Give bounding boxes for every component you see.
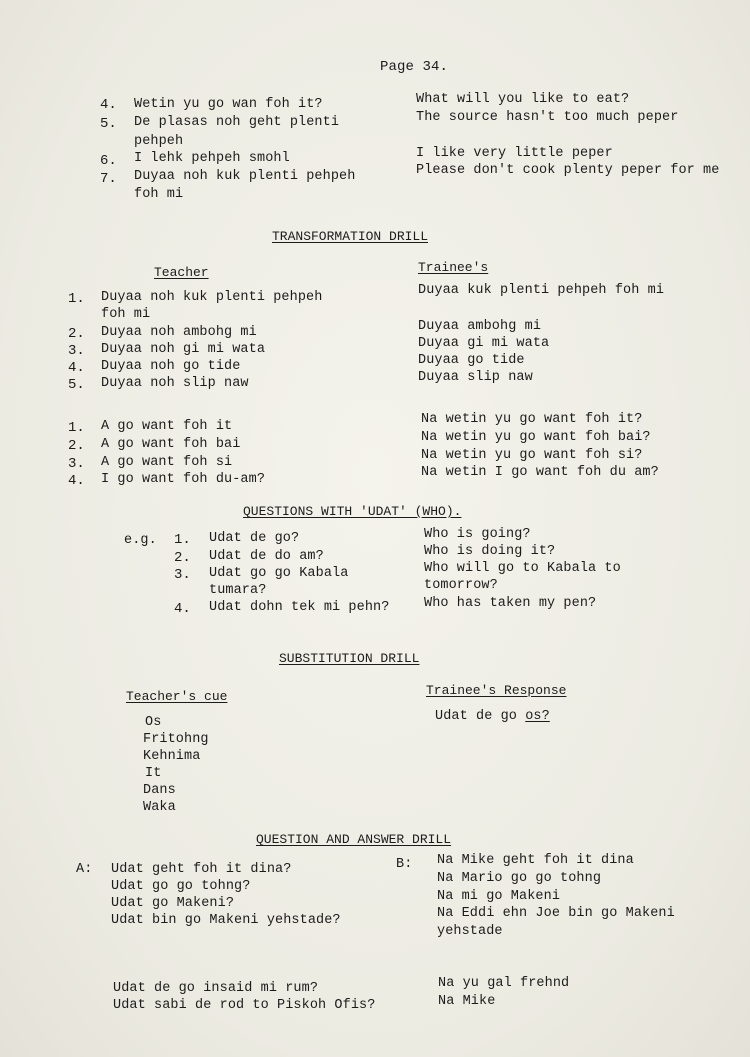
answer-line: Na Mike	[438, 994, 496, 1009]
list-number: 3.	[68, 343, 85, 359]
krio-sentence: I lehk pehpeh smohl	[134, 151, 290, 166]
krio-question: Udat de go?	[209, 531, 300, 546]
english-question: Who will go to Kabala to	[424, 561, 621, 576]
trainee-line: Duyaa slip naw	[418, 370, 533, 385]
cue-word: Fritohng	[143, 732, 209, 747]
cue-word: Kehnima	[143, 749, 201, 764]
trainee-line: Duyaa ambohg mi	[418, 319, 542, 334]
list-number: 1.	[174, 532, 191, 548]
example-label: e.g.	[124, 533, 157, 548]
trainee-line: Na wetin yu go want foh si?	[421, 448, 643, 463]
answer-line-cont: yehstade	[437, 924, 503, 939]
trainee-line: Na wetin I go want foh du am?	[421, 465, 659, 480]
teacher-line: Duyaa noh slip naw	[101, 376, 249, 391]
answer-line: Na Mario go go tohng	[437, 871, 602, 886]
answer-line: Na yu gal frehnd	[438, 976, 570, 991]
column-header-teacher: Teacher	[154, 265, 209, 280]
krio-sentence: Wetin yu go wan foh it?	[134, 97, 323, 112]
trainee-line: Duyaa kuk plenti pehpeh foh mi	[418, 283, 665, 298]
trainee-line: Duyaa go tide	[418, 353, 525, 368]
question-line: Udat go go tohng?	[111, 879, 251, 894]
list-number: 2.	[68, 438, 85, 454]
list-number: 5.	[100, 116, 117, 132]
trainee-line: Duyaa gi mi wata	[418, 336, 550, 351]
response-substitute: os?	[525, 709, 550, 724]
question-line: Udat go Makeni?	[111, 896, 235, 911]
teacher-line: A go want foh si	[101, 455, 233, 470]
cue-word: It	[145, 766, 162, 781]
list-number: 4.	[68, 473, 85, 489]
section-title: SUBSTITUTION DRILL	[279, 651, 420, 666]
list-number: 6.	[100, 153, 117, 169]
trainee-line: Na wetin yu go want foh bai?	[421, 430, 651, 445]
teacher-line: Duyaa noh go tide	[101, 359, 241, 374]
list-number: 2.	[68, 326, 85, 342]
question-line: Udat de go insaid mi rum?	[113, 981, 319, 996]
english-sentence: Please don't cook plenty peper for me	[416, 163, 720, 178]
column-header-teacher-cue: Teacher's cue	[126, 689, 228, 704]
english-sentence: I like very little peper	[416, 146, 613, 161]
list-number: 2.	[174, 550, 191, 566]
krio-sentence: De plasas noh geht plenti	[134, 115, 340, 130]
list-number: 4.	[100, 97, 117, 113]
list-number: 1.	[68, 420, 85, 436]
teacher-line: Duyaa noh ambohg mi	[101, 325, 257, 340]
english-sentence: The source hasn't too much peper	[416, 110, 679, 125]
list-number: 4.	[174, 601, 191, 617]
speaker-a-label: A:	[76, 862, 93, 877]
krio-question: Udat de do am?	[209, 549, 324, 564]
english-question: Who has taken my pen?	[424, 596, 597, 611]
teacher-line: A go want foh it	[101, 419, 233, 434]
answer-line: Na Mike geht foh it dina	[437, 853, 634, 868]
section-title: QUESTIONS WITH 'UDAT' (WHO).	[243, 504, 462, 519]
list-number: 3.	[174, 567, 191, 583]
cue-word: Os	[145, 715, 162, 730]
list-number: 5.	[68, 377, 85, 393]
krio-sentence-cont: foh mi	[134, 187, 184, 202]
list-number: 3.	[68, 456, 85, 472]
english-sentence: What will you like to eat?	[416, 92, 630, 107]
trainee-line: Na wetin yu go want foh it?	[421, 412, 643, 427]
speaker-b-label: B:	[396, 857, 413, 872]
answer-line: Na mi go Makeni	[437, 889, 561, 904]
list-number: 1.	[68, 291, 85, 307]
teacher-line: A go want foh bai	[101, 437, 241, 452]
question-line: Udat bin go Makeni yehstade?	[111, 913, 341, 928]
section-title: TRANSFORMATION DRILL	[272, 229, 429, 244]
list-number: 4.	[68, 360, 85, 376]
column-header-trainee: Trainee's	[418, 260, 489, 275]
section-title: QUESTION AND ANSWER DRILL	[256, 832, 452, 847]
krio-sentence: Duyaa noh kuk plenti pehpeh	[134, 169, 356, 184]
cue-word: Dans	[143, 783, 176, 798]
question-line: Udat sabi de rod to Piskoh Ofis?	[113, 998, 376, 1013]
english-question-cont: tomorrow?	[424, 578, 498, 593]
answer-line: Na Eddi ehn Joe bin go Makeni	[437, 906, 675, 921]
krio-question: Udat go go Kabala	[209, 566, 349, 581]
response-text: Udat de go	[435, 709, 526, 724]
english-question: Who is doing it?	[424, 544, 556, 559]
english-question: Who is going?	[424, 527, 531, 542]
question-line: Udat geht foh it dina?	[111, 862, 292, 877]
teacher-line-cont: foh mi	[101, 307, 151, 322]
krio-sentence-cont: pehpeh	[134, 134, 184, 149]
cue-word: Waka	[143, 800, 176, 815]
column-header-trainee-response: Trainee's Response	[426, 683, 567, 698]
teacher-line: I go want foh du-am?	[101, 472, 266, 487]
page-number: Page 34.	[380, 59, 449, 75]
trainee-response	[435, 708, 550, 726]
teacher-line: Duyaa noh gi mi wata	[101, 342, 266, 357]
krio-question-cont: tumara?	[209, 583, 267, 598]
krio-question: Udat dohn tek mi pehn?	[209, 600, 390, 615]
teacher-line: Duyaa noh kuk plenti pehpeh	[101, 290, 323, 305]
list-number: 7.	[100, 171, 117, 187]
